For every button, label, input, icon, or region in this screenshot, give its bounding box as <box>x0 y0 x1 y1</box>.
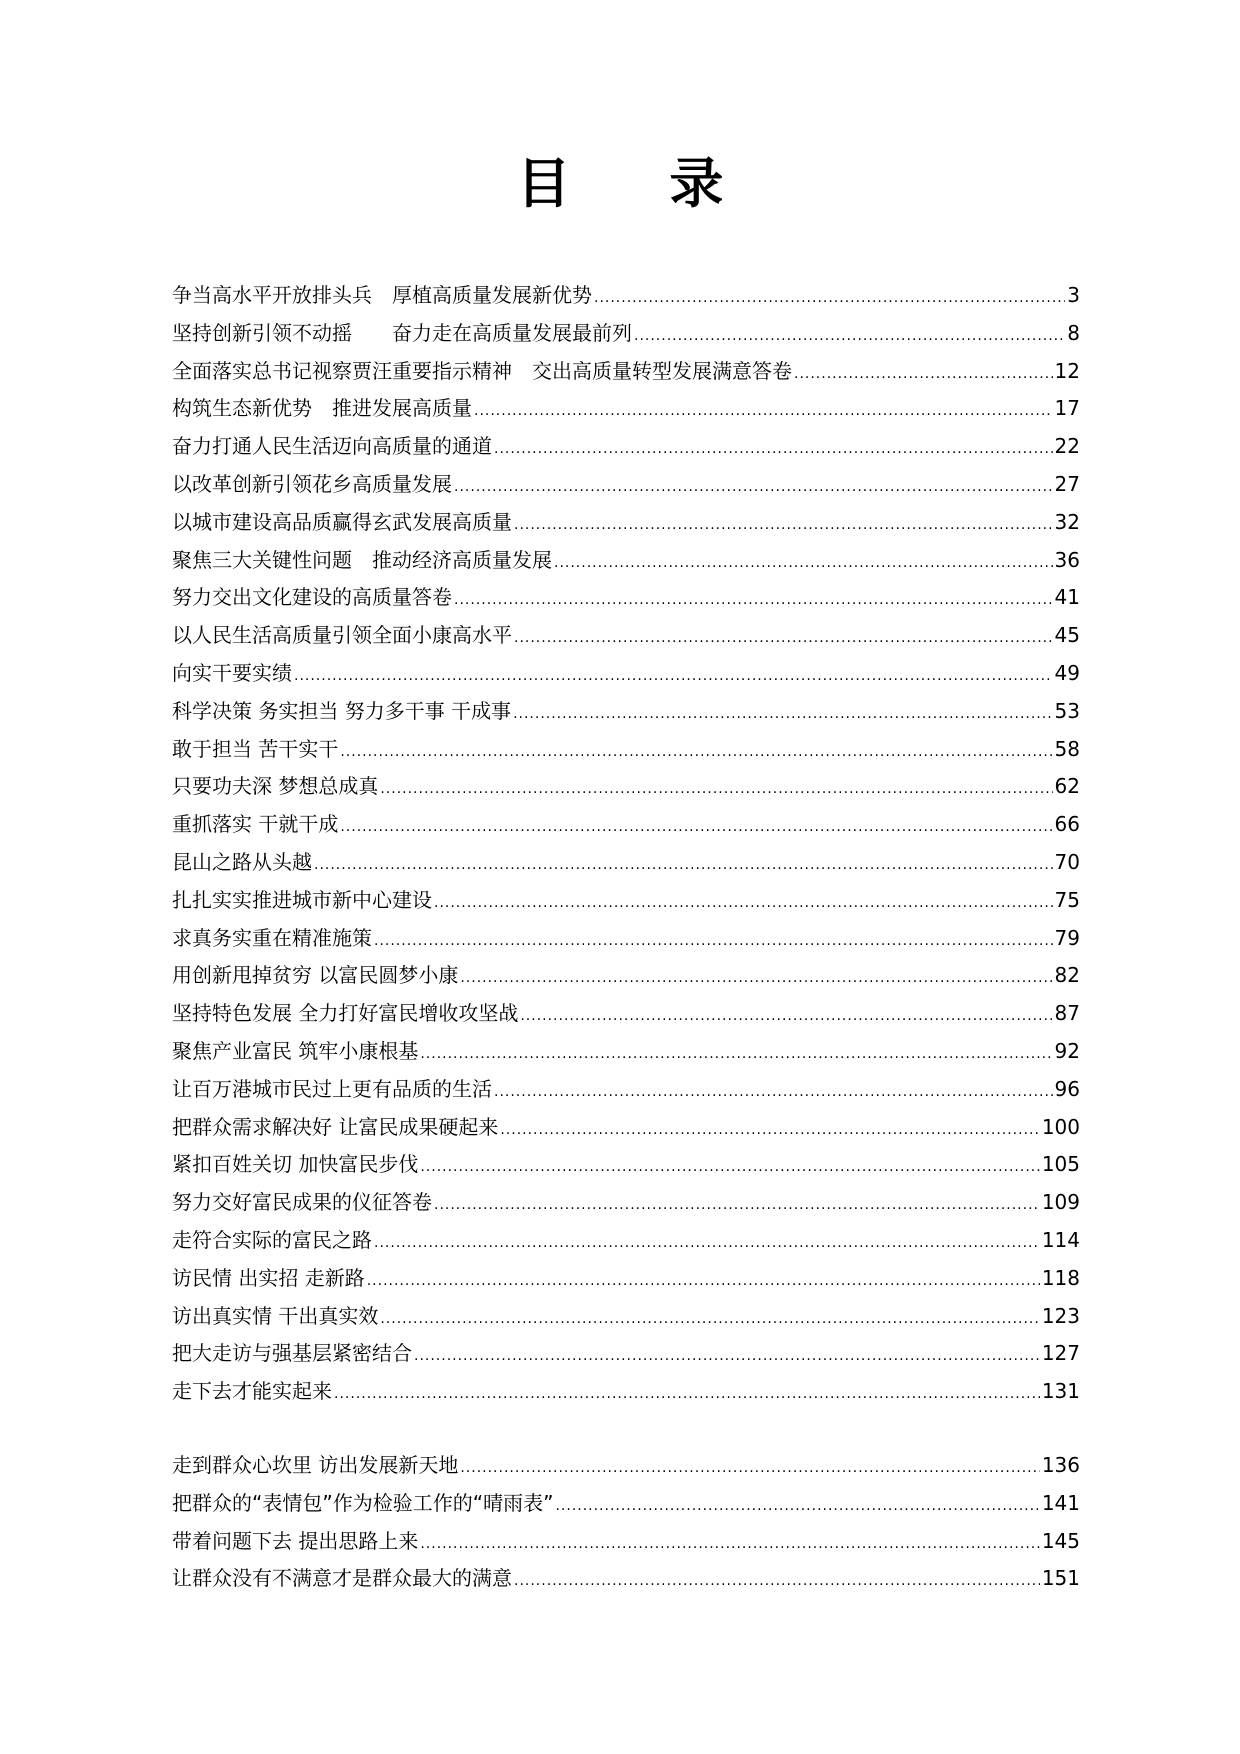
toc-leader-dots <box>380 771 1052 809</box>
toc-entry[interactable] <box>172 428 1080 466</box>
toc-page-number: 70 <box>1054 849 1080 874</box>
toc-entry[interactable] <box>172 277 1080 315</box>
toc-entry[interactable] <box>172 768 1080 806</box>
toc-leader-dots <box>594 280 1065 318</box>
toc-leader-dots <box>340 734 1052 772</box>
toc-entry-title: 只要功夫深 梦想总成真 <box>172 774 379 799</box>
toc-entry-title: 扎扎实实推进城市新中心建设 <box>172 887 432 912</box>
toc-leader-dots <box>514 620 1053 658</box>
toc-entry-title: 让群众没有不满意才是群众最大的满意 <box>172 1566 512 1591</box>
toc-entry-title: 坚持创新引领不动摇 奋力走在高质量发展最前列 <box>172 320 632 345</box>
toc-page-number: 36 <box>1054 547 1080 572</box>
toc-leader-dots <box>454 469 1053 507</box>
toc-entry-title: 求真务实重在精准施策 <box>172 925 372 950</box>
toc-leader-dots <box>420 1036 1052 1074</box>
toc-page-number: 45 <box>1054 623 1080 648</box>
toc-entry[interactable] <box>172 920 1080 958</box>
toc-page-number: 49 <box>1054 660 1080 685</box>
toc-entry-title: 向实干要实绩 <box>172 660 292 685</box>
toc-page-number: 8 <box>1067 320 1080 345</box>
toc-entry-title: 重抓落实 干就干成 <box>172 812 339 837</box>
toc-leader-dots <box>794 356 1053 394</box>
toc-page-number: 66 <box>1054 812 1080 837</box>
page-title: 目 录 <box>516 151 764 215</box>
toc-page-number: 17 <box>1054 396 1080 421</box>
toc-entry-title: 走下去才能实起来 <box>172 1379 332 1404</box>
toc-entry-title: 让百万港城市民过上更有品质的生活 <box>172 1076 492 1101</box>
toc-page-number: 100 <box>1041 1114 1080 1139</box>
toc-entry-title: 访出真实情 干出真实效 <box>172 1303 379 1328</box>
toc-leader-dots <box>420 1149 1039 1187</box>
toc-leader-dots <box>374 1225 1040 1263</box>
toc-entry-title: 紧扣百姓关切 加快富民步伐 <box>172 1152 419 1177</box>
toc-leader-dots <box>514 507 1053 545</box>
toc-entry-title: 以城市建设高品质赢得玄武发展高质量 <box>172 509 512 534</box>
toc-page-number: 75 <box>1054 887 1080 912</box>
toc-entry[interactable] <box>172 844 1080 882</box>
toc-page-number: 131 <box>1041 1379 1080 1404</box>
toc-entry[interactable] <box>172 1184 1080 1222</box>
toc-entry[interactable] <box>172 655 1080 693</box>
toc-entry-title: 构筑生态新优势 推进发展高质量 <box>172 396 472 421</box>
toc-entry-title: 把大走访与强基层紧密结合 <box>172 1341 412 1366</box>
toc-entry-title: 奋力打通人民生活迈向高质量的通道 <box>172 434 492 459</box>
table-of-contents-continued <box>172 1447 1080 1598</box>
toc-leader-dots <box>554 545 1053 583</box>
toc-page-number: 12 <box>1054 358 1080 383</box>
toc-entry-title: 聚焦三大关键性问题 推动经济高质量发展 <box>172 547 552 572</box>
toc-page-number: 22 <box>1054 434 1080 459</box>
toc-entry[interactable] <box>172 1109 1080 1147</box>
toc-leader-dots <box>414 1338 1040 1376</box>
toc-entry[interactable] <box>172 806 1080 844</box>
toc-entry[interactable] <box>172 957 1080 995</box>
toc-entry[interactable] <box>172 466 1080 504</box>
toc-leader-dots <box>367 1263 1040 1301</box>
toc-entry[interactable] <box>172 315 1080 353</box>
toc-page-number: 41 <box>1054 585 1080 610</box>
toc-entry-title: 以改革创新引领花乡高质量发展 <box>172 471 452 496</box>
toc-page-number: 127 <box>1041 1341 1080 1366</box>
toc-entry-title: 努力交好富民成果的仪征答卷 <box>172 1190 432 1215</box>
toc-entry[interactable] <box>172 1335 1080 1373</box>
toc-entry[interactable] <box>172 1560 1080 1598</box>
toc-entry[interactable] <box>172 1373 1080 1411</box>
toc-entry[interactable] <box>172 390 1080 428</box>
toc-entry[interactable] <box>172 693 1080 731</box>
toc-page-number: 145 <box>1041 1528 1080 1553</box>
toc-page-number: 151 <box>1041 1566 1080 1591</box>
toc-entry-title: 科学决策 务实担当 努力多干事 干成事 <box>172 698 512 723</box>
toc-entry[interactable] <box>172 995 1080 1033</box>
toc-entry-title: 走到群众心坎里 访出发展新天地 <box>172 1453 459 1477</box>
toc-page-number: 32 <box>1054 509 1080 534</box>
toc-leader-dots <box>520 998 1052 1036</box>
toc-page-number: 141 <box>1041 1490 1080 1515</box>
toc-leader-dots <box>555 1488 1039 1526</box>
toc-entry-title: 聚焦产业富民 筑牢小康根基 <box>172 1038 419 1063</box>
toc-page-number: 118 <box>1041 1265 1080 1290</box>
toc-leader-dots <box>514 1563 1040 1601</box>
toc-leader-dots <box>513 696 1052 734</box>
toc-leader-dots <box>340 809 1052 847</box>
toc-entry-title: 昆山之路从头越 <box>172 849 312 874</box>
toc-leader-dots <box>334 1376 1040 1414</box>
toc-entry-title: 敢于担当 苦干实干 <box>172 736 339 761</box>
toc-entry-title: 以人民生活高质量引领全面小康高水平 <box>172 623 512 648</box>
toc-entry-title: 争当高水平开放排头兵 厚植高质量发展新优势 <box>172 283 592 307</box>
toc-leader-dots <box>460 960 1052 998</box>
toc-leader-dots <box>434 885 1053 923</box>
toc-entry-title: 全面落实总书记视察贾汪重要指示精神 交出高质量转型发展满意答卷 <box>172 358 792 383</box>
toc-leader-dots <box>460 1450 1039 1488</box>
toc-page-number: 136 <box>1041 1453 1080 1477</box>
toc-page-number: 79 <box>1054 925 1080 950</box>
toc-page-number: 53 <box>1054 698 1080 723</box>
toc-entry-title: 访民情 出实招 走新路 <box>172 1265 365 1290</box>
toc-page-number: 87 <box>1054 1001 1080 1026</box>
toc-entry[interactable] <box>172 882 1080 920</box>
toc-entry-title: 把群众的“表情包”作为检验工作的“晴雨表” <box>172 1490 554 1515</box>
toc-entry[interactable] <box>172 1260 1080 1298</box>
toc-entry-title: 用创新甩掉贫穷 以富民圆梦小康 <box>172 963 459 988</box>
toc-entry[interactable] <box>172 1033 1080 1071</box>
toc-leader-dots <box>420 1526 1039 1564</box>
toc-entry-title: 带着问题下去 提出思路上来 <box>172 1528 419 1553</box>
toc-entry[interactable] <box>172 353 1080 391</box>
toc-entry[interactable] <box>172 504 1080 542</box>
toc-entry[interactable] <box>172 1222 1080 1260</box>
toc-page-number: 96 <box>1054 1076 1080 1101</box>
toc-page-number: 3 <box>1067 283 1080 307</box>
toc-page-number: 92 <box>1054 1038 1080 1063</box>
toc-entry-title: 坚持特色发展 全力打好富民增收攻坚战 <box>172 1001 519 1026</box>
toc-leader-dots <box>454 582 1053 620</box>
toc-leader-dots <box>434 1187 1040 1225</box>
toc-entry-title: 努力交出文化建设的高质量答卷 <box>172 585 452 610</box>
toc-page-number: 82 <box>1054 963 1080 988</box>
toc-leader-dots <box>314 847 1053 885</box>
toc-page-number: 27 <box>1054 471 1080 496</box>
toc-entry[interactable] <box>172 1523 1080 1561</box>
toc-entry[interactable] <box>172 617 1080 655</box>
toc-leader-dots <box>634 318 1065 356</box>
table-of-contents <box>172 277 1080 1411</box>
toc-leader-dots <box>380 1301 1039 1339</box>
toc-leader-dots <box>294 658 1053 696</box>
toc-entry[interactable] <box>172 1485 1080 1523</box>
toc-page-number: 123 <box>1041 1303 1080 1328</box>
toc-page-number: 62 <box>1054 774 1080 799</box>
toc-entry-title: 把群众需求解决好 让富民成果硬起来 <box>172 1114 499 1139</box>
toc-entry[interactable] <box>172 731 1080 769</box>
toc-page-number: 109 <box>1041 1190 1080 1215</box>
toc-leader-dots <box>474 393 1053 431</box>
toc-entry-title: 走符合实际的富民之路 <box>172 1227 372 1252</box>
toc-page-number: 105 <box>1041 1152 1080 1177</box>
toc-entry[interactable] <box>172 542 1080 580</box>
toc-entry[interactable] <box>172 1447 1080 1485</box>
toc-page-number: 114 <box>1041 1227 1080 1252</box>
toc-leader-dots <box>374 923 1053 961</box>
toc-entry[interactable] <box>172 1071 1080 1109</box>
toc-leader-dots <box>494 431 1053 469</box>
toc-entry[interactable] <box>172 579 1080 617</box>
toc-entry[interactable] <box>172 1146 1080 1184</box>
toc-leader-dots <box>494 1074 1053 1112</box>
toc-entry[interactable] <box>172 1298 1080 1336</box>
toc-leader-dots <box>500 1112 1039 1150</box>
toc-page-number: 58 <box>1054 736 1080 761</box>
